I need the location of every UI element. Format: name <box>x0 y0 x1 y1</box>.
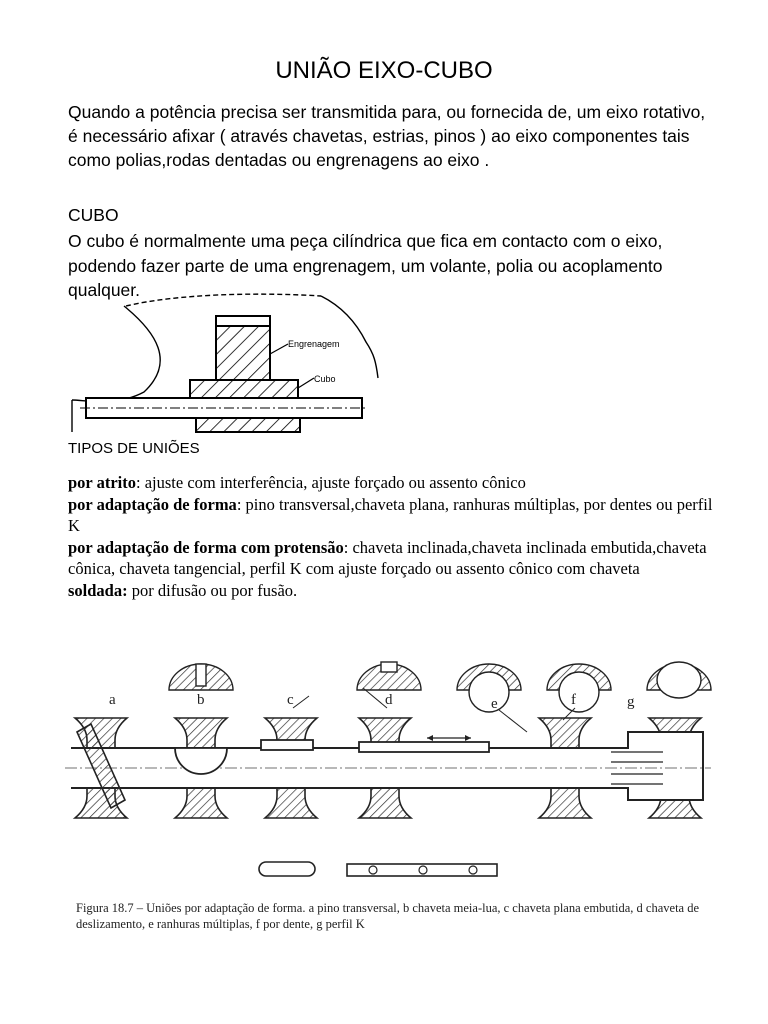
separator: : <box>343 537 349 557</box>
label-b: b <box>197 692 205 708</box>
hub-lower <box>359 788 411 818</box>
shaft-hub-forms-figure <box>63 640 713 940</box>
union-type-item <box>68 537 718 580</box>
hub-upper <box>175 718 227 748</box>
hub-lower <box>265 788 317 818</box>
union-type-item <box>68 494 718 537</box>
key-slot <box>196 664 206 686</box>
hub-lower <box>539 788 591 818</box>
union-type-term: por adaptação de forma com protensão <box>68 537 344 557</box>
label-d: d <box>385 692 393 708</box>
union-type-term: por adaptação de forma <box>68 494 237 514</box>
label-g: g <box>627 694 635 710</box>
union-types-list <box>68 472 718 602</box>
separator: : <box>135 473 141 492</box>
union-type-description: pino transversal,chaveta plana, ranhuras múltiplas, por dentes ou perfil K <box>68 494 713 536</box>
union-type-item <box>68 580 718 602</box>
figure-caption: Figura 18.7 – Uniões por adaptação de forma. a pino transversal, b chaveta meia-lua, c chaveta plana embutida, d chaveta de deslizamento, e ranhuras múltiplas, f por dente, g perfil K <box>76 901 700 931</box>
hub-label: Cubo <box>314 374 336 384</box>
gear-label: Engrenagem <box>288 339 340 349</box>
flat-key <box>261 740 313 750</box>
union-type-description: ajuste com interferência, ajuste forçado ou assento cônico <box>140 473 526 492</box>
label-e: e <box>491 696 498 712</box>
tipos-heading: TIPOS DE UNIÕES <box>68 440 200 457</box>
union-type-term: soldada: <box>68 580 128 600</box>
page-title: UNIÃO EIXO-CUBO <box>275 57 493 84</box>
union-type-description: chaveta inclinada,chaveta inclinada embutida,chaveta cônica, chaveta tangencial, perfil K com ajuste forçado ou assento cônico com chaveta <box>68 537 707 579</box>
key-slot <box>381 662 397 672</box>
union-type-description: por difusão ou por fusão. <box>127 580 298 600</box>
intro-paragraph: Quando a potência precisa ser transmitida para, ou fornecida de, um eixo rotativo, é necessário afixar ( através chavetas, estrias, pinos ) ao eixo componentes tais como polias,rodas dentadas ou engrenagens ao eixo . <box>68 102 706 170</box>
k-profile-hole <box>657 662 701 698</box>
hub-gear-figure <box>66 292 386 442</box>
hub-lower <box>175 788 227 818</box>
label-c: c <box>287 692 294 708</box>
cubo-paragraph: O cubo é normalmente uma peça cilíndrica que fica em contacto com o eixo, podendo fazer parte de uma engrenagem, um volante, polia ou acoplamento qualquer. <box>68 231 663 300</box>
loose-key-round <box>259 862 315 876</box>
cubo-heading: CUBO <box>68 205 119 225</box>
union-type-item <box>68 472 718 494</box>
label-f: f <box>571 692 576 708</box>
spline-hole <box>559 672 599 712</box>
separator: : <box>236 494 242 514</box>
label-a: a <box>109 692 116 708</box>
sliding-key <box>359 742 489 752</box>
spline-hole <box>469 672 509 712</box>
union-type-term: por atrito <box>68 473 136 492</box>
hub-upper <box>539 718 591 748</box>
